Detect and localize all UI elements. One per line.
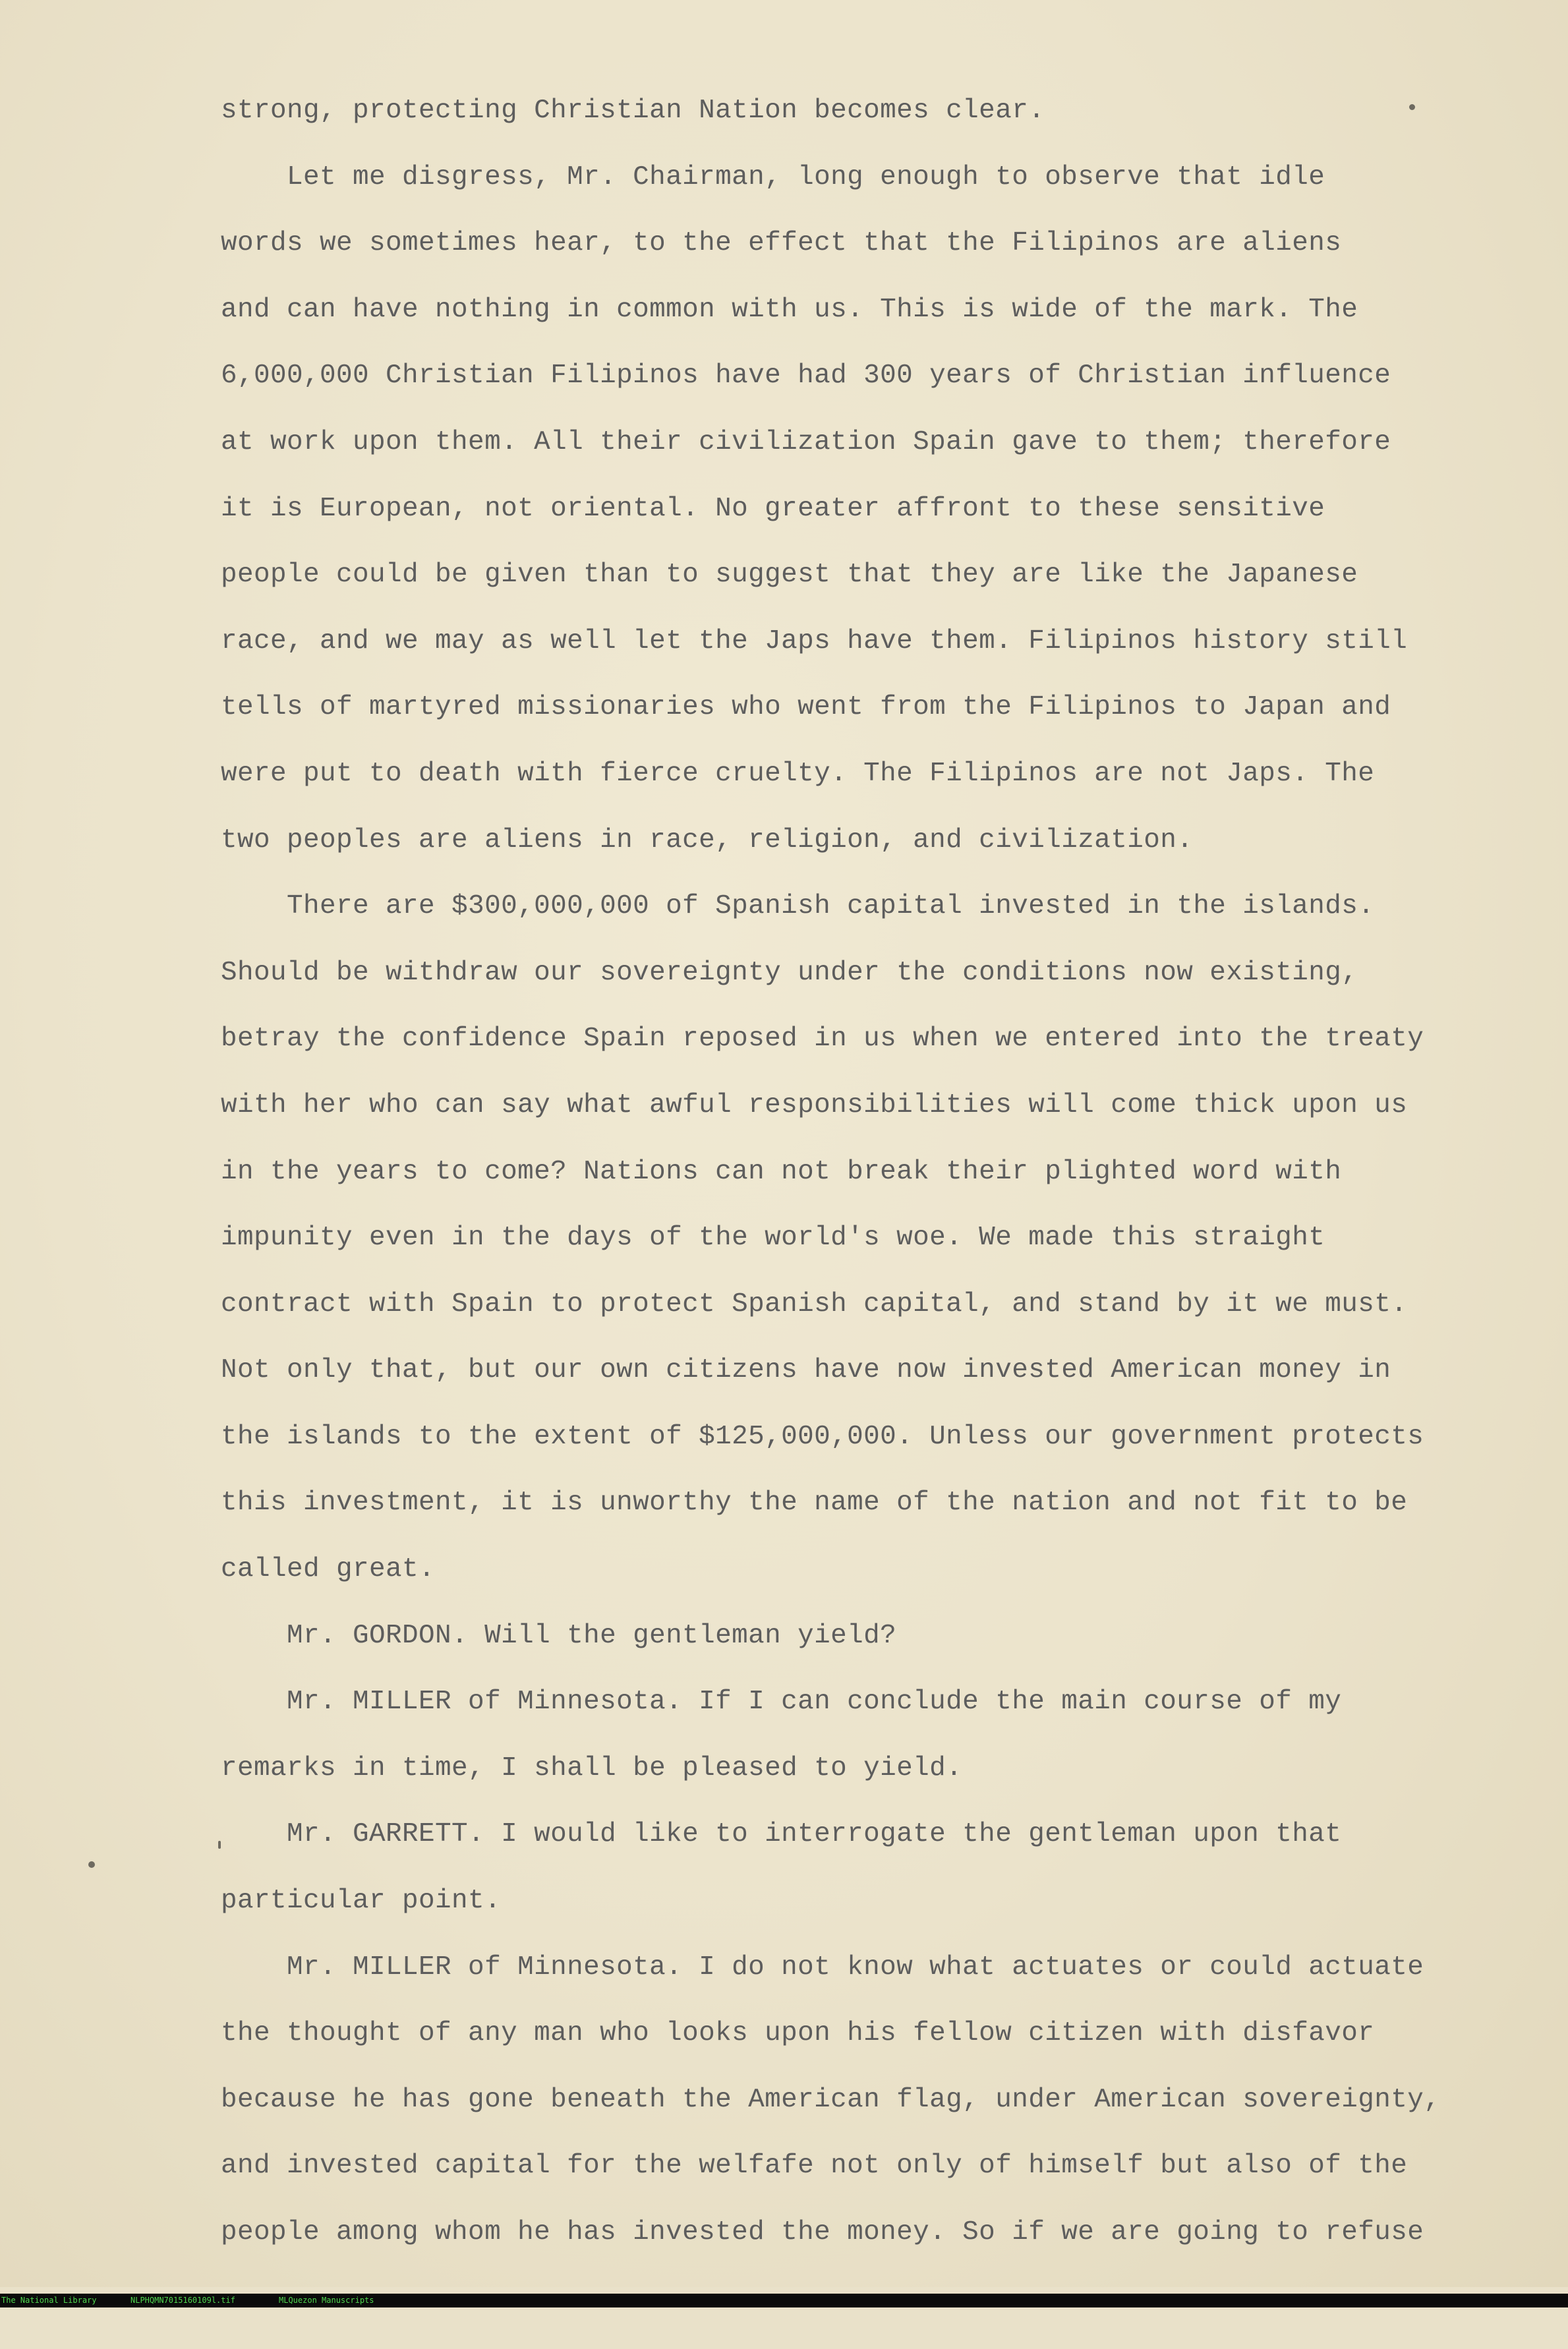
paper-speck: [1409, 104, 1415, 110]
text-line: people among whom he has invested the money. So if we are going to refuse: [221, 2217, 1424, 2248]
paper-speck: [218, 1841, 221, 1849]
text-line: this investment, it is unworthy the name of the nation and not fit to be: [221, 1488, 1408, 1519]
scan-footer-bar: [0, 2294, 1568, 2307]
paper-speck: [88, 1861, 95, 1868]
text-line: it is European, not oriental. No greater affront to these sensitive: [221, 493, 1325, 524]
text-line: because he has gone beneath the American flag, under American sovereignty,: [221, 2084, 1441, 2115]
text-line: betray the confidence Spain reposed in us when we entered into the treaty: [221, 1024, 1424, 1055]
text-line: called great.: [221, 1554, 436, 1585]
text-line: Should be withdraw our sovereignty under the conditions now existing,: [221, 957, 1358, 988]
typed-text-block: [221, 84, 1513, 2273]
text-line: impunity even in the days of the world's woe. We made this straight: [221, 1223, 1325, 1254]
footer-library: The National Library: [1, 2296, 97, 2305]
text-line: race, and we may as well let the Japs have them. Filipinos history still: [221, 625, 1408, 656]
text-line: tells of martyred missionaries who went from the Filipinos to Japan and: [221, 692, 1391, 723]
footer-filename: NLPHQMN7015160109l.tif: [131, 2296, 235, 2305]
text-line: Mr. GARRETT. I would like to interrogate the gentleman upon that: [221, 1819, 1342, 1850]
text-line: at work upon them. All their civilization Spain gave to them; therefore: [221, 426, 1391, 457]
text-line: Mr. MILLER of Minnesota. If I can conclude the main course of my: [221, 1687, 1342, 1718]
text-line: the thought of any man who looks upon his fellow citizen with disfavor: [221, 2018, 1375, 2049]
text-line: words we sometimes hear, to the effect that the Filipinos are aliens: [221, 228, 1342, 259]
text-line: Not only that, but our own citizens have now invested American money in: [221, 1355, 1391, 1386]
text-line: remarks in time, I shall be pleased to yield.: [221, 1753, 963, 1784]
text-line: with her who can say what awful responsibilities will come thick upon us: [221, 1089, 1408, 1120]
text-line: were put to death with fierce cruelty. The Filipinos are not Japs. The: [221, 758, 1375, 789]
text-line: two peoples are aliens in race, religion, and civilization.: [221, 825, 1194, 856]
text-line: and invested capital for the welfafe not only of himself but also of the: [221, 2151, 1408, 2182]
text-line: in the years to come? Nations can not break their plighted word with: [221, 1156, 1342, 1187]
text-line: Mr. GORDON. Will the gentleman yield?: [221, 1620, 897, 1651]
text-line: particular point.: [221, 1886, 502, 1917]
text-line: strong, protecting Christian Nation becomes clear.: [221, 96, 1045, 126]
text-line: contract with Spain to protect Spanish capital, and stand by it we must.: [221, 1289, 1408, 1320]
footer-collection: MLQuezon Manuscripts: [279, 2296, 374, 2305]
text-line: Let me disgress, Mr. Chairman, long enough to observe that idle: [221, 161, 1325, 192]
text-line: There are $300,000,000 of Spanish capital invested in the islands.: [221, 891, 1375, 922]
text-line: the islands to the extent of $125,000,000. Unless our government protects: [221, 1421, 1424, 1452]
text-line: and can have nothing in common with us. This is wide of the mark. The: [221, 294, 1358, 325]
text-line: people could be given than to suggest that they are like the Japanese: [221, 560, 1358, 591]
text-line: Mr. MILLER of Minnesota. I do not know what actuates or could actuate: [221, 1952, 1424, 1983]
text-line: 6,000,000 Christian Filipinos have had 300 years of Christian influence: [221, 361, 1391, 392]
